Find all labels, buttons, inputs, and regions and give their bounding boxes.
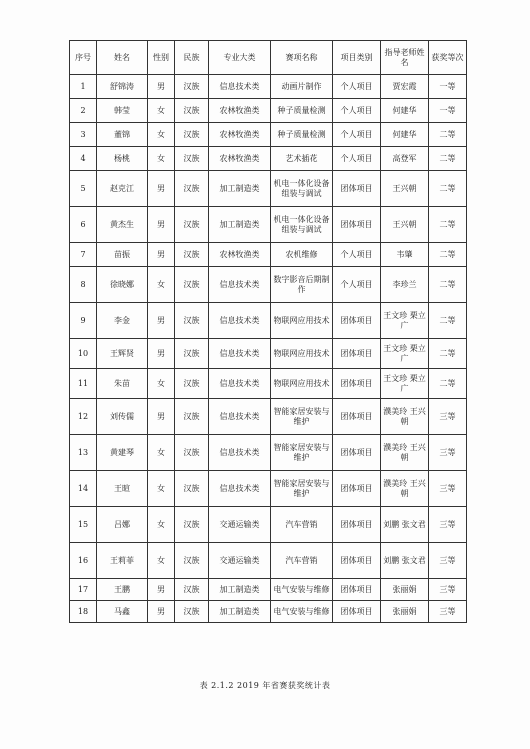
cell-name: 马鑫 — [97, 601, 148, 623]
table-row — [70, 543, 467, 579]
cell-event: 电气安装与维修 — [271, 579, 333, 601]
cell-category: 团体项目 — [333, 601, 381, 623]
cell-no: 3 — [70, 123, 97, 147]
cell-event: 智能家居安装与维护 — [271, 471, 333, 507]
table-row — [70, 75, 467, 99]
cell-award: 三等 — [429, 471, 467, 507]
table-row — [70, 339, 467, 369]
cell-gender: 女 — [148, 435, 175, 471]
cell-ethnic: 汉族 — [175, 471, 209, 507]
table-row — [70, 243, 467, 267]
cell-category: 团体项目 — [333, 579, 381, 601]
cell-teacher: 王兴朝 — [381, 171, 429, 207]
cell-gender: 男 — [148, 579, 175, 601]
cell-major: 信息技术类 — [209, 339, 271, 369]
cell-no: 6 — [70, 207, 97, 243]
cell-major: 信息技术类 — [209, 75, 271, 99]
cell-event: 数字影音后期制作 — [271, 267, 333, 303]
cell-ethnic: 汉族 — [175, 267, 209, 303]
cell-no: 2 — [70, 99, 97, 123]
cell-no: 12 — [70, 399, 97, 435]
cell-ethnic: 汉族 — [175, 579, 209, 601]
table-row — [70, 267, 467, 303]
cell-event: 电气安装与维修 — [271, 601, 333, 623]
header-event: 赛项名称 — [271, 41, 333, 75]
cell-award: 三等 — [429, 601, 467, 623]
cell-teacher: 贾宏霞 — [381, 75, 429, 99]
cell-award: 一等 — [429, 75, 467, 99]
cell-gender: 男 — [148, 339, 175, 369]
cell-teacher: 韦肇 — [381, 243, 429, 267]
cell-major: 加工制造类 — [209, 207, 271, 243]
cell-no: 9 — [70, 303, 97, 339]
cell-teacher: 刘鹏 张文君 — [381, 543, 429, 579]
cell-category: 团体项目 — [333, 543, 381, 579]
cell-award: 二等 — [429, 123, 467, 147]
cell-teacher: 濮美玲 王兴朝 — [381, 399, 429, 435]
cell-category: 团体项目 — [333, 207, 381, 243]
cell-no: 4 — [70, 147, 97, 171]
table-row — [70, 601, 467, 623]
cell-event: 物联网应用技术 — [271, 303, 333, 339]
cell-award: 三等 — [429, 507, 467, 543]
cell-name: 王鹏 — [97, 579, 148, 601]
cell-major: 交通运输类 — [209, 507, 271, 543]
cell-event: 智能家居安装与维护 — [271, 435, 333, 471]
cell-award: 二等 — [429, 171, 467, 207]
table-row — [70, 207, 467, 243]
cell-teacher: 何建华 — [381, 99, 429, 123]
cell-teacher: 王文珍 栗立广 — [381, 369, 429, 399]
cell-gender: 女 — [148, 471, 175, 507]
cell-category: 团体项目 — [333, 171, 381, 207]
cell-award: 三等 — [429, 435, 467, 471]
header-gender: 性别 — [148, 41, 175, 75]
cell-no: 11 — [70, 369, 97, 399]
table-row — [70, 579, 467, 601]
table-row — [70, 369, 467, 399]
cell-category: 团体项目 — [333, 303, 381, 339]
cell-category: 团体项目 — [333, 471, 381, 507]
cell-teacher: 高登军 — [381, 147, 429, 171]
award-table — [69, 40, 467, 623]
cell-name: 王辉贤 — [97, 339, 148, 369]
cell-event: 艺术插花 — [271, 147, 333, 171]
cell-major: 农林牧渔类 — [209, 123, 271, 147]
cell-category: 个人项目 — [333, 99, 381, 123]
cell-teacher: 濮美玲 王兴朝 — [381, 471, 429, 507]
cell-major: 农林牧渔类 — [209, 243, 271, 267]
cell-event: 物联网应用技术 — [271, 369, 333, 399]
table-row — [70, 123, 467, 147]
cell-major: 信息技术类 — [209, 303, 271, 339]
cell-gender: 女 — [148, 267, 175, 303]
cell-major: 信息技术类 — [209, 471, 271, 507]
cell-award: 三等 — [429, 399, 467, 435]
cell-category: 个人项目 — [333, 123, 381, 147]
cell-ethnic: 汉族 — [175, 123, 209, 147]
table-header — [70, 41, 467, 75]
cell-award: 二等 — [429, 303, 467, 339]
cell-gender: 女 — [148, 369, 175, 399]
cell-no: 1 — [70, 75, 97, 99]
cell-major: 交通运输类 — [209, 543, 271, 579]
table-row — [70, 507, 467, 543]
cell-category: 个人项目 — [333, 243, 381, 267]
cell-ethnic: 汉族 — [175, 339, 209, 369]
cell-gender: 男 — [148, 399, 175, 435]
cell-gender: 女 — [148, 99, 175, 123]
cell-event: 物联网应用技术 — [271, 339, 333, 369]
cell-no: 14 — [70, 471, 97, 507]
cell-gender: 男 — [148, 171, 175, 207]
cell-name: 王莉菲 — [97, 543, 148, 579]
cell-ethnic: 汉族 — [175, 543, 209, 579]
cell-name: 徐晓娜 — [97, 267, 148, 303]
header-ethnic: 民族 — [175, 41, 209, 75]
cell-award: 二等 — [429, 339, 467, 369]
cell-ethnic: 汉族 — [175, 507, 209, 543]
cell-award: 二等 — [429, 147, 467, 171]
cell-teacher: 王兴朝 — [381, 207, 429, 243]
cell-name: 黄杰生 — [97, 207, 148, 243]
cell-no: 16 — [70, 543, 97, 579]
cell-award: 二等 — [429, 243, 467, 267]
table-row — [70, 435, 467, 471]
cell-teacher: 何建华 — [381, 123, 429, 147]
table-caption: 表 2.1.2 2019 年省赛获奖统计表 — [199, 681, 331, 690]
cell-ethnic: 汉族 — [175, 99, 209, 123]
cell-name: 黄建琴 — [97, 435, 148, 471]
cell-ethnic: 汉族 — [175, 171, 209, 207]
cell-major: 加工制造类 — [209, 601, 271, 623]
cell-teacher: 濮美玲 王兴朝 — [381, 435, 429, 471]
header-teacher: 指导老师姓名 — [381, 41, 429, 75]
cell-ethnic: 汉族 — [175, 369, 209, 399]
cell-gender: 男 — [148, 601, 175, 623]
cell-gender: 女 — [148, 543, 175, 579]
table-row — [70, 399, 467, 435]
cell-category: 团体项目 — [333, 399, 381, 435]
cell-event: 机电一体化设备组装与调试 — [271, 207, 333, 243]
cell-no: 8 — [70, 267, 97, 303]
cell-category: 个人项目 — [333, 147, 381, 171]
cell-category: 团体项目 — [333, 369, 381, 399]
cell-teacher: 王文珍 栗立广 — [381, 339, 429, 369]
cell-teacher: 王文珍 栗立广 — [381, 303, 429, 339]
cell-name: 赵克江 — [97, 171, 148, 207]
cell-no: 18 — [70, 601, 97, 623]
cell-category: 团体项目 — [333, 435, 381, 471]
table-row — [70, 471, 467, 507]
cell-major: 信息技术类 — [209, 435, 271, 471]
cell-ethnic: 汉族 — [175, 303, 209, 339]
cell-gender: 女 — [148, 507, 175, 543]
cell-major: 信息技术类 — [209, 399, 271, 435]
header-name: 姓名 — [97, 41, 148, 75]
cell-name: 朱苗 — [97, 369, 148, 399]
cell-name: 王暄 — [97, 471, 148, 507]
cell-no: 13 — [70, 435, 97, 471]
table-row — [70, 303, 467, 339]
cell-teacher: 刘鹏 张文君 — [381, 507, 429, 543]
header-award: 获奖等次 — [429, 41, 467, 75]
cell-award: 三等 — [429, 579, 467, 601]
cell-award: 一等 — [429, 99, 467, 123]
cell-category: 个人项目 — [333, 75, 381, 99]
cell-award: 二等 — [429, 267, 467, 303]
cell-no: 17 — [70, 579, 97, 601]
header-no: 序号 — [70, 41, 97, 75]
table-row — [70, 99, 467, 123]
cell-no: 5 — [70, 171, 97, 207]
cell-ethnic: 汉族 — [175, 147, 209, 171]
cell-event: 动画片制作 — [271, 75, 333, 99]
cell-name: 杨桃 — [97, 147, 148, 171]
table-body — [70, 75, 467, 623]
cell-name: 刘传儒 — [97, 399, 148, 435]
cell-major: 加工制造类 — [209, 171, 271, 207]
cell-ethnic: 汉族 — [175, 75, 209, 99]
cell-gender: 男 — [148, 207, 175, 243]
cell-major: 加工制造类 — [209, 579, 271, 601]
cell-category: 个人项目 — [333, 267, 381, 303]
cell-event: 智能家居安装与维护 — [271, 399, 333, 435]
cell-award: 二等 — [429, 207, 467, 243]
cell-award: 二等 — [429, 369, 467, 399]
cell-teacher: 张丽娟 — [381, 579, 429, 601]
cell-teacher: 张丽娟 — [381, 601, 429, 623]
cell-gender: 女 — [148, 147, 175, 171]
cell-event: 汽车营销 — [271, 507, 333, 543]
cell-no: 7 — [70, 243, 97, 267]
cell-ethnic: 汉族 — [175, 399, 209, 435]
cell-award: 三等 — [429, 543, 467, 579]
cell-name: 李金 — [97, 303, 148, 339]
table-row — [70, 171, 467, 207]
cell-category: 团体项目 — [333, 507, 381, 543]
cell-name: 韩莹 — [97, 99, 148, 123]
cell-no: 10 — [70, 339, 97, 369]
cell-major: 信息技术类 — [209, 369, 271, 399]
cell-event: 机电一体化设备组装与调试 — [271, 171, 333, 207]
cell-name: 吕娜 — [97, 507, 148, 543]
cell-event: 种子质量检测 — [271, 123, 333, 147]
cell-event: 汽车营销 — [271, 543, 333, 579]
cell-name: 苗振 — [97, 243, 148, 267]
cell-ethnic: 汉族 — [175, 435, 209, 471]
cell-major: 农林牧渔类 — [209, 99, 271, 123]
cell-category: 团体项目 — [333, 339, 381, 369]
cell-name: 董锦 — [97, 123, 148, 147]
cell-name: 舒锦涛 — [97, 75, 148, 99]
cell-no: 15 — [70, 507, 97, 543]
cell-gender: 男 — [148, 75, 175, 99]
cell-gender: 男 — [148, 303, 175, 339]
cell-ethnic: 汉族 — [175, 243, 209, 267]
cell-major: 农林牧渔类 — [209, 147, 271, 171]
cell-event: 农机维修 — [271, 243, 333, 267]
cell-event: 种子质量检测 — [271, 99, 333, 123]
cell-major: 信息技术类 — [209, 267, 271, 303]
table-row — [70, 147, 467, 171]
cell-ethnic: 汉族 — [175, 601, 209, 623]
cell-gender: 女 — [148, 123, 175, 147]
cell-gender: 男 — [148, 243, 175, 267]
cell-ethnic: 汉族 — [175, 207, 209, 243]
header-major: 专业大类 — [209, 41, 271, 75]
header-category: 项目类别 — [333, 41, 381, 75]
cell-teacher: 李珍兰 — [381, 267, 429, 303]
